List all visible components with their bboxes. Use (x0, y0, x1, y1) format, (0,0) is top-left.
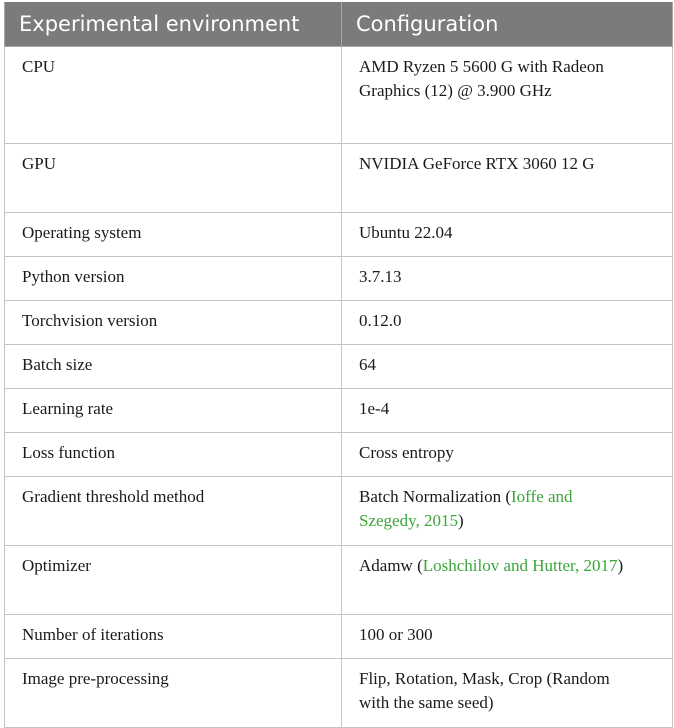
config-text-after: ) (617, 556, 624, 575)
table-row (5, 47, 673, 144)
env-cell: CPU (5, 47, 342, 144)
config-cell: NVIDIA GeForce RTX 3060 12 G (342, 144, 673, 213)
config-text: Batch Normalization ( (359, 487, 512, 506)
config-cell: Flip, Rotation, Mask, Crop (Random with the same seed) (342, 659, 673, 728)
env-cell: Batch size (5, 345, 342, 389)
header-configuration: Configuration (342, 2, 673, 47)
table-row (5, 389, 673, 433)
table-row (5, 144, 673, 213)
env-cell: GPU (5, 144, 342, 213)
env-cell: Python version (5, 257, 342, 301)
config-text: Adamw ( (359, 556, 423, 575)
table-row (5, 546, 673, 615)
table-header (5, 2, 673, 47)
table-row (5, 477, 673, 546)
table-row (5, 615, 673, 659)
env-cell: Operating system (5, 213, 342, 257)
env-cell: Learning rate (5, 389, 342, 433)
config-cell (342, 546, 673, 615)
config-table (4, 2, 673, 728)
table-row (5, 345, 673, 389)
config-cell: Ubuntu 22.04 (342, 213, 673, 257)
table-row (5, 659, 673, 728)
config-cell: 1e-4 (342, 389, 673, 433)
env-cell: Torchvision version (5, 301, 342, 345)
table-body (5, 47, 673, 728)
config-text-after: ) (458, 511, 464, 530)
config-cell: 64 (342, 345, 673, 389)
table-row (5, 301, 673, 345)
citation-link[interactable]: Ioffe and Szegedy, 2015 (359, 487, 573, 530)
config-cell: Cross entropy (342, 433, 673, 477)
env-cell: Image pre-processing (5, 659, 342, 728)
table-row (5, 257, 673, 301)
config-cell (342, 477, 673, 546)
env-cell: Optimizer (5, 546, 342, 615)
config-cell: 3.7.13 (342, 257, 673, 301)
table-row (5, 213, 673, 257)
citation-link[interactable]: Loshchilov and Hutter, 2017 (422, 556, 618, 575)
header-experimental-environment: Experimental environment (5, 2, 342, 47)
env-cell: Loss function (5, 433, 342, 477)
env-cell: Number of iterations (5, 615, 342, 659)
header-row (5, 2, 673, 47)
config-cell: AMD Ryzen 5 5600 G with Radeon Graphics (12) @ 3.900 GHz (342, 47, 673, 144)
table-row (5, 433, 673, 477)
config-cell: 0.12.0 (342, 301, 673, 345)
config-cell: 100 or 300 (342, 615, 673, 659)
env-cell: Gradient threshold method (5, 477, 342, 546)
